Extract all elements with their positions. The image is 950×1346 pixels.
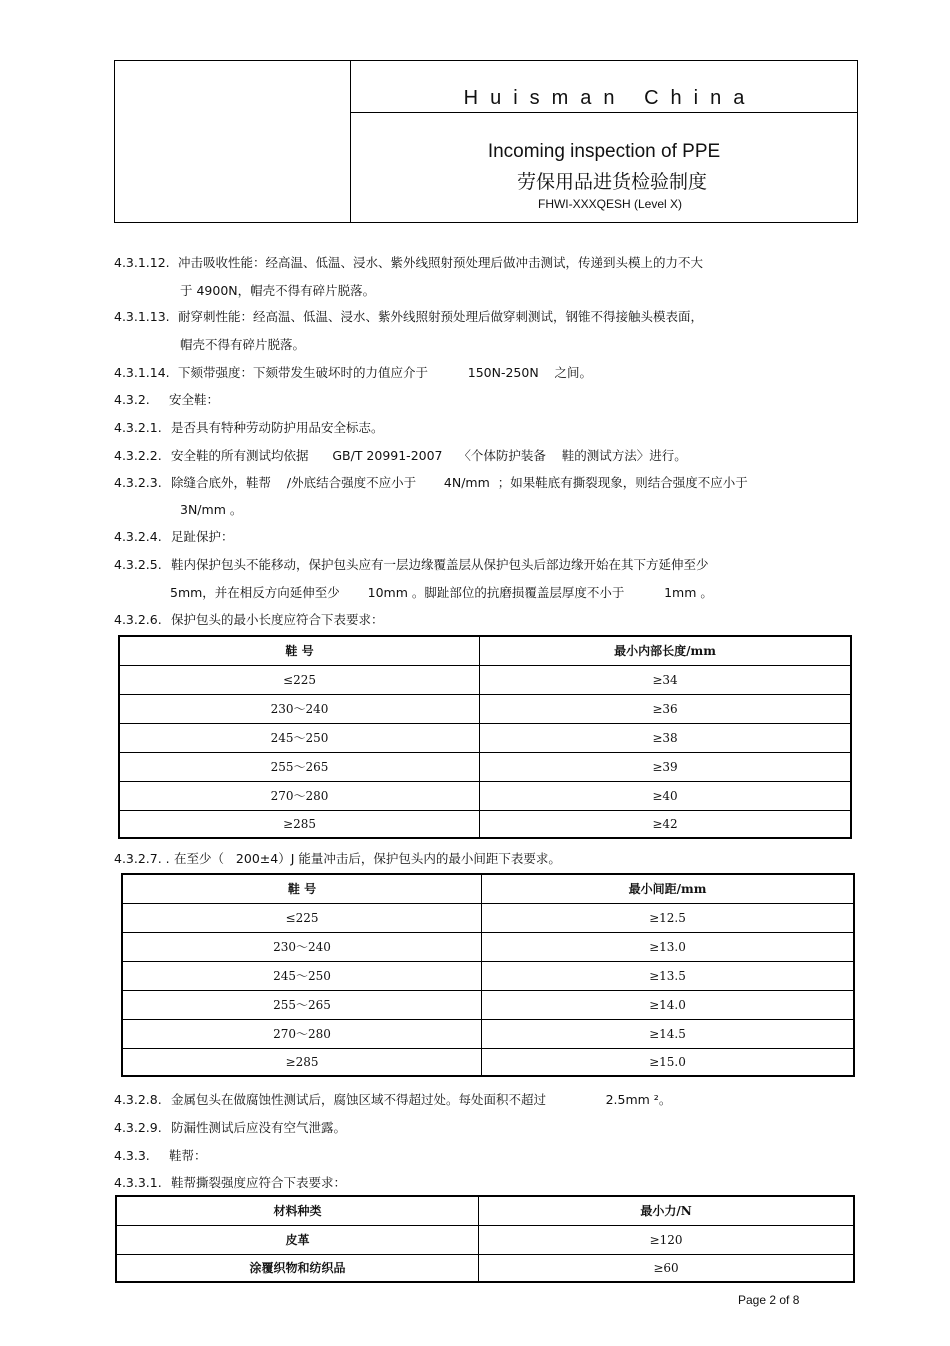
clause-number: 4.3.2.9. [114,1120,162,1135]
clause-4-3-2-4 [114,527,234,545]
document-header [114,60,858,223]
table-row [122,961,854,990]
clause-number: 4.3.1.14. [114,365,170,380]
clause-number: 4.3.2.8. [114,1092,162,1107]
clause-number: 4.3.3.1. [114,1175,162,1190]
table-cell: ≥12.5 [482,903,855,932]
table-cell: ≥14.5 [482,1019,855,1048]
clause-text: 下颏带强度：下颏带发生破坏时的力值应介于 150N-250N 之间。 [178,365,593,380]
table-row [122,1048,854,1076]
table-cell: ≥13.5 [482,961,855,990]
table-cell: ≥38 [480,723,852,752]
table-header: 鞋 号 [122,874,482,903]
table-cell: 230～240 [119,694,480,723]
clause-4-3-1-13 [114,307,703,325]
table-cell: 255～265 [122,990,482,1019]
clause-number: 4.3.1.12. [114,255,170,270]
clause-4-3-3 [114,1146,207,1164]
clause-4-3-2-7 [114,849,561,867]
clause-4-3-1-12 [114,253,703,271]
clause-4-3-2-5 [114,555,709,573]
clause-text: 帽壳不得有碎片脱落。 [180,337,306,352]
clause-text: 鞋内保护包头不能移动，保护包头应有一层边缘覆盖层从保护包头后部边缘开始在其下方延伸至少 [171,557,709,572]
toe-clearance-table [121,873,855,1077]
table-row [119,781,851,810]
toe-cap-length-table [118,635,852,839]
clause-text: 保护包头的最小长度应符合下表要求： [171,612,384,627]
table-cell: ≥13.0 [482,932,855,961]
upper-tear-strength-table [115,1195,855,1283]
clause-4-3-2-3 [114,473,748,491]
table-cell: 230～240 [122,932,482,961]
clause-text: 5mm，并在相反方向延伸至少 10mm 。脚趾部位的抗磨损覆盖层厚度不小于 1mm 。 [170,585,713,600]
table-row [119,752,851,781]
table-row [122,1019,854,1048]
clause-continuation [180,335,305,353]
table-row [122,990,854,1019]
table-cell: ≤225 [119,665,480,694]
table-cell: ≥285 [119,810,480,838]
logo-cell [115,61,351,222]
clause-4-3-2-6 [114,610,384,628]
table-row [116,1225,854,1254]
clause-number: 4.3.2.3. [114,475,162,490]
table-header: 最小内部长度/mm [480,636,852,665]
clause-4-3-2-1 [114,418,384,436]
clause-continuation [170,583,713,601]
clause-text: 耐穿刺性能：经高温、低温、浸水、紫外线照射预处理后做穿刺测试，钢锥不得接触头模表面， [178,309,704,324]
table-cell: 皮革 [116,1225,479,1254]
clause-number: 4.3.2.6. [114,612,162,627]
clause-4-3-1-14 [114,363,592,381]
table-row [119,723,851,752]
clause-4-3-3-1 [114,1173,346,1191]
clause-text: 除缝合底外，鞋帮 /外底结合强度不应小于 4N/mm ；如果鞋底有撕裂现象，则结合强度不应小于 [171,475,748,490]
table-row [119,810,851,838]
table-row [122,903,854,932]
document-title-en: Incoming inspection of PPE [487,141,721,162]
clause-text: 3N/mm 。 [180,502,243,517]
table-cell: ≥14.0 [482,990,855,1019]
clause-text: 防漏性测试后应没有空气泄露。 [171,1120,347,1135]
table-row [122,932,854,961]
clause-4-3-2-8 [114,1090,671,1108]
clause-number: 4.3.1.13. [114,309,170,324]
table-row [116,1254,854,1282]
clause-number: 4.3.2.1. [114,420,162,435]
table-cell: ≥120 [479,1225,855,1254]
company-name: Huisman China [351,61,857,113]
table-cell: ≥40 [480,781,852,810]
table-cell: 涂覆织物和纺织品 [116,1254,479,1282]
clause-text: 于 4900N，帽壳不得有碎片脱落。 [180,283,376,298]
clause-text: 鞋帮撕裂强度应符合下表要求： [171,1175,347,1190]
table-cell: ≥34 [480,665,852,694]
clause-text: 安全鞋： [169,392,220,407]
table-cell: 245～250 [119,723,480,752]
clause-continuation [180,281,375,299]
table-cell: ≥285 [122,1048,482,1076]
document-title-cn: 劳保用品进货检验制度 [516,171,707,193]
table-cell: ≥39 [480,752,852,781]
clause-number: 4.3.2.2. [114,448,162,463]
clause-4-3-2 [114,390,219,408]
table-cell: ≥15.0 [482,1048,855,1076]
clause-number: 4.3.2.4. [114,529,162,544]
document-number: FHWI-XXXQESH (Level X) [537,197,683,211]
table-cell: 270～280 [119,781,480,810]
clause-text: 足趾保护： [171,529,234,544]
table-row [119,665,851,694]
clause-number: 4.3.2.5. [114,557,162,572]
clause-number: 4.3.3. [114,1148,150,1163]
table-row [119,694,851,723]
clause-continuation [180,500,242,518]
clause-text: 是否具有特种劳动防护用品安全标志。 [171,420,384,435]
table-cell: ≥36 [480,694,852,723]
page-number: Page 2 of 8 [738,1293,800,1307]
clause-text: 在至少（ 200±4）J 能量冲击后，保护包头内的最小间距下表要求。 [174,851,561,866]
table-cell: ≥60 [479,1254,855,1282]
table-cell: 270～280 [122,1019,482,1048]
table-cell: 255～265 [119,752,480,781]
table-header: 材料种类 [116,1196,479,1225]
clause-text: 鞋帮： [169,1148,207,1163]
table-cell: ≥42 [480,810,852,838]
clause-text: 安全鞋的所有测试均依据 GB/T 20991-2007 〈个体防护装备 鞋的测试方法〉进行。 [171,448,687,463]
table-cell: 245～250 [122,961,482,990]
clause-text: 金属包头在做腐蚀性测试后，腐蚀区域不得超过处。每处面积不超过 2.5mm ²。 [171,1092,672,1107]
clause-number: 4.3.2.7. . [114,851,170,866]
clause-4-3-2-2 [114,446,687,464]
clause-text: 冲击吸收性能：经高温、低温、浸水、紫外线照射预处理后做冲击测试，传递到头模上的力不大 [178,255,704,270]
clause-4-3-2-9 [114,1118,346,1136]
table-header: 最小间距/mm [482,874,855,903]
table-header: 最小力/N [479,1196,855,1225]
table-header: 鞋 号 [119,636,480,665]
clause-number: 4.3.2. [114,392,150,407]
table-cell: ≤225 [122,903,482,932]
